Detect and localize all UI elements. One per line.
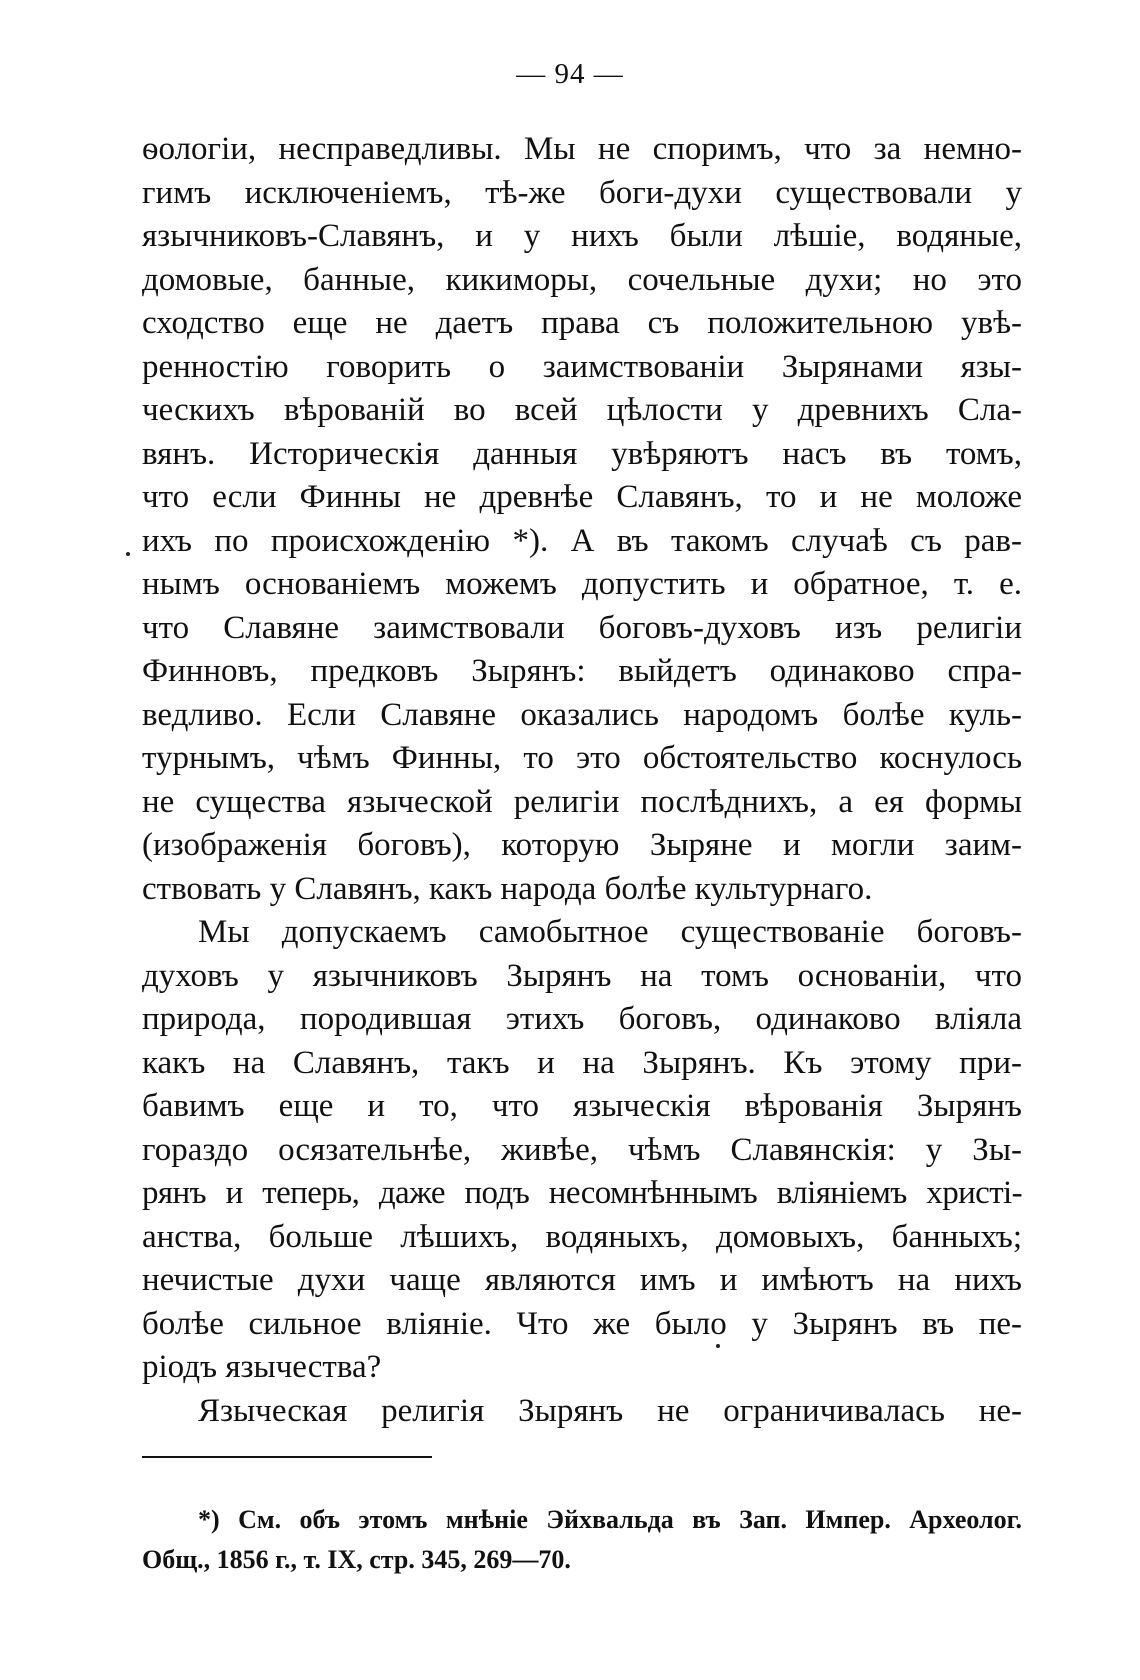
- text-line: гимъ исключеніемъ, тѣ-же боги-духи существовали у: [142, 174, 1022, 211]
- text-line: болѣе сильное вліяніе. Что же было у Зырянъ въ пе-: [142, 1305, 1022, 1342]
- footnote-line: *) См. объ этомъ мнѣніе Эйхвальда въ Зап. Импер. Археолог.: [198, 1505, 1022, 1534]
- text-line: не существа языческой религіи послѣднихъ, а ея формы: [142, 783, 1022, 820]
- print-speck: [126, 552, 130, 556]
- text-line: ѳологіи, несправедливы. Мы не споримъ, что за немно-: [142, 131, 1022, 167]
- page-number: — 94 —: [516, 58, 624, 90]
- text-line: ріодъ язычества?: [142, 1349, 382, 1385]
- text-line: Мы допускаемъ самобытное существованіе боговъ-: [198, 914, 1022, 950]
- text-line: что Славяне заимствовали боговъ-духовъ изъ религіи: [142, 609, 1022, 646]
- footnote: [142, 1500, 1022, 1580]
- paragraph-2: [142, 911, 1022, 1390]
- text-line: Языческая религія Зырянъ не ограничивалась не-: [198, 1392, 1022, 1429]
- text-line: духовъ у язычниковъ Зырянъ на томъ основаніи, что: [142, 957, 1022, 994]
- text-line: ведливо. Если Славяне оказались народомъ болѣе куль-: [142, 696, 1022, 733]
- text-line: ренностію говорить о заимствованіи Зырянами язы-: [142, 348, 1022, 385]
- body-text: [142, 128, 1022, 1433]
- text-line: вянъ. Историческія данныя увѣряютъ насъ въ томъ,: [142, 435, 1022, 472]
- text-line: ствовать у Славянъ, какъ народа болѣе культурнаго.: [142, 870, 873, 907]
- text-line: домовые, банные, кикиморы, сочельные духи; но это: [142, 261, 1022, 298]
- text-line: нечистые духи чаще являются имъ и имѣютъ на нихъ: [142, 1262, 1022, 1298]
- text-line: рянъ и теперь, даже подъ несомнѣннымъ вліяніемъ христі-: [142, 1175, 1022, 1211]
- text-line: сходство еще не даетъ права съ положительною увѣ-: [142, 305, 1022, 341]
- text-line: бавимъ еще и то, что языческія вѣрованія Зырянъ: [142, 1088, 1022, 1124]
- text-line: язычниковъ-Славянъ, и у нихъ были лѣшіе, водяные,: [142, 218, 1022, 254]
- text-line: (изображенія боговъ), которую Зыряне и могли заим-: [142, 827, 1022, 863]
- paragraph-3: [142, 1390, 1022, 1434]
- text-line: гораздо осязательнѣе, живѣе, чѣмъ Славянскія: у Зы-: [142, 1131, 1022, 1168]
- text-line: Финновъ, предковъ Зырянъ: выйдетъ одинаково спра-: [142, 653, 1022, 689]
- text-line: анства, больше лѣшихъ, водяныхъ, домовыхъ, банныхъ;: [142, 1218, 1022, 1255]
- text-line: турнымъ, чѣмъ Финны, то это обстоятельство коснулось: [142, 740, 1022, 776]
- text-line: природа, породившая этихъ боговъ, одинаково вліяла: [142, 1001, 1022, 1037]
- print-speck: [716, 1344, 720, 1348]
- text-line: какъ на Славянъ, такъ и на Зырянъ. Къ этому при-: [142, 1044, 1022, 1081]
- footnote-line: Общ., 1856 г., т. IX, стр. 345, 269—70.: [142, 1545, 571, 1574]
- text-line: ческихъ вѣрованій во всей цѣлости у древнихъ Сла-: [142, 392, 1022, 428]
- paragraph-1: [142, 128, 1022, 911]
- text-line: ихъ по происхожденію *). А въ такомъ случаѣ съ рав-: [142, 522, 1022, 559]
- footnote-divider: [142, 1456, 432, 1458]
- text-line: нымъ основаніемъ можемъ допустить и обратное, т. е.: [142, 566, 1022, 602]
- text-line: что если Финны не древнѣе Славянъ, то и не моложе: [142, 479, 1022, 515]
